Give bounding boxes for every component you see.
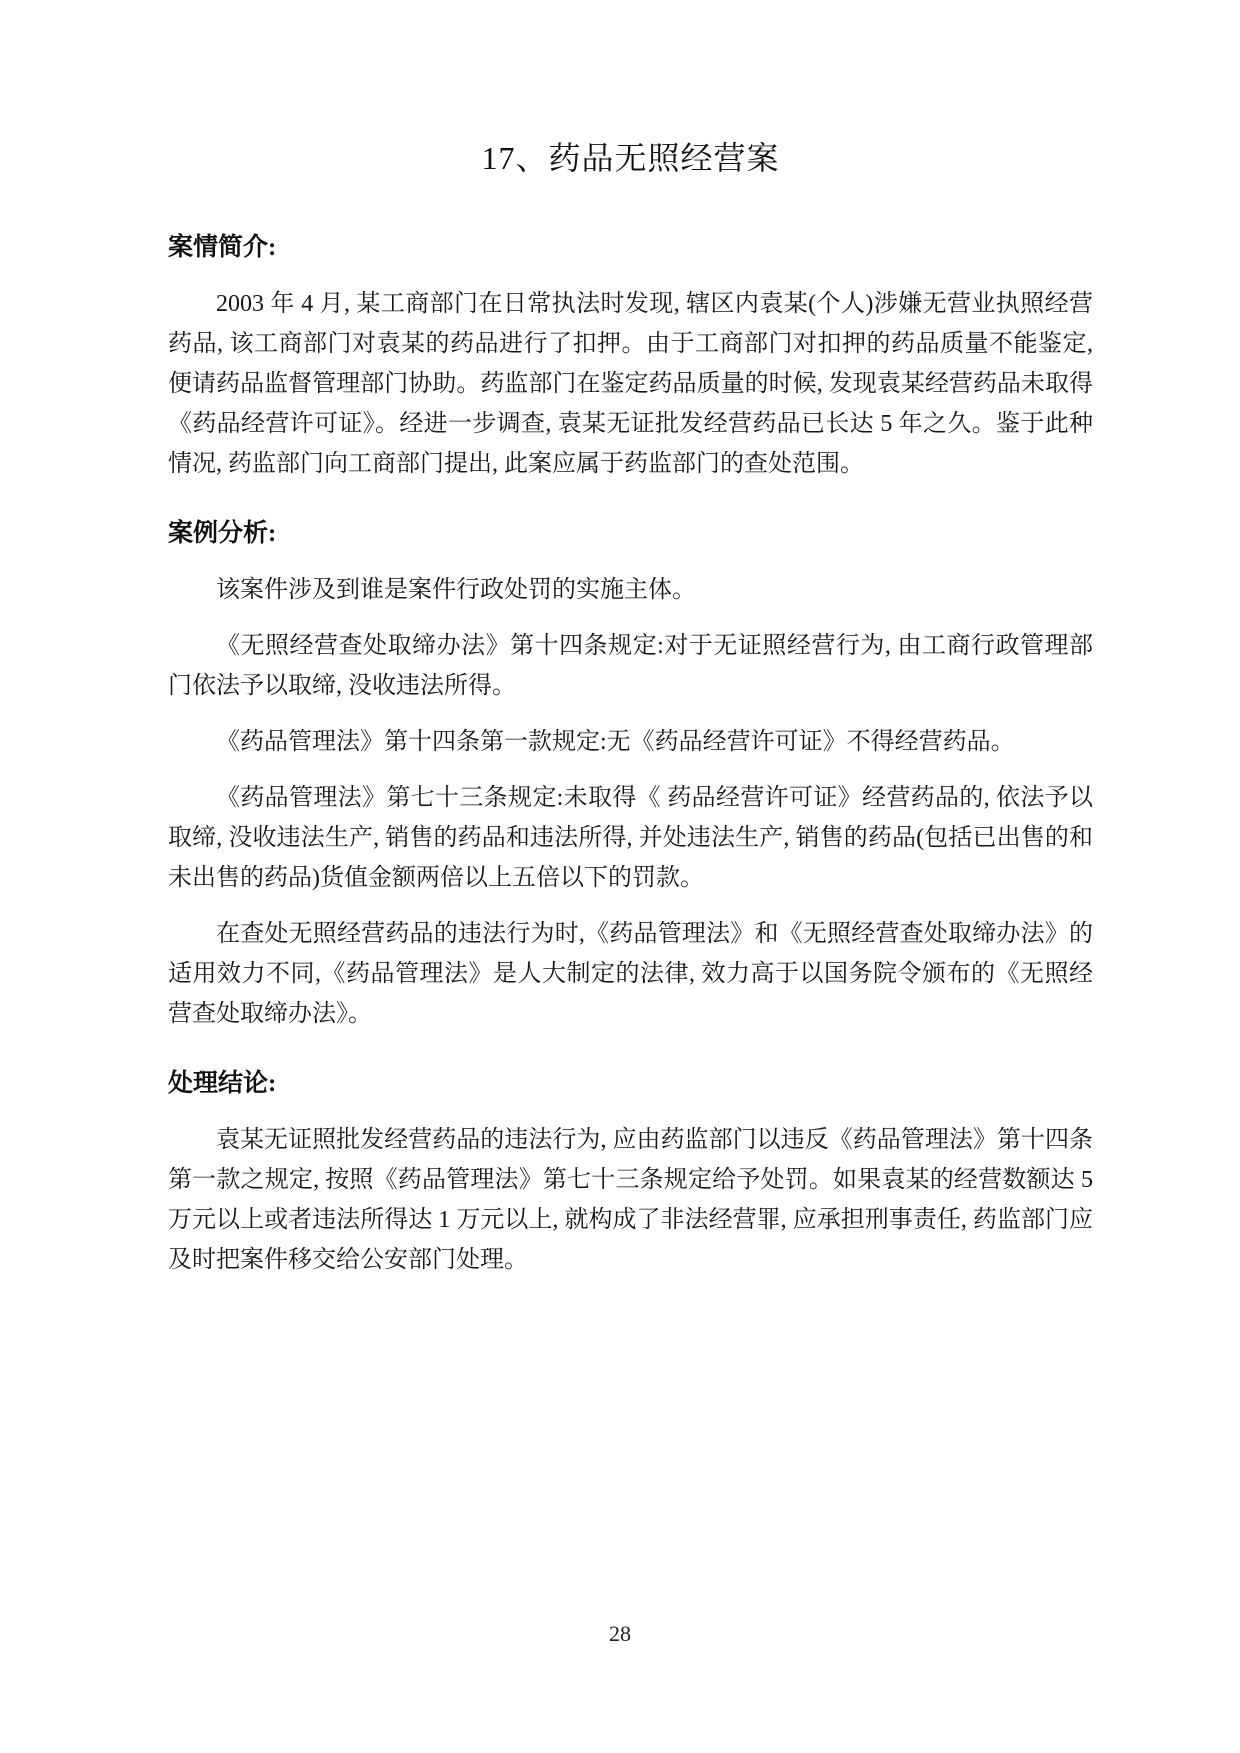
case-summary-paragraph: 2003 年 4 月, 某工商部门在日常执法时发现, 辖区内袁某(个人)涉嫌无营业执照经营药品, 该工商部门对袁某的药品进行了扣押。由于工商部门对扣押的药品质量不能鉴定, 便请药品监督管理部门协助。药监部门在鉴定药品质量的时候, 发现袁某经营药品未取得《药品经营许可证》。经进一步调查, 袁某无证批发经营药品已长达 5 年之久。鉴于此种情况, 药监部门向工商部门提出, 此案应属于药监部门的查处范围。 [168,291,1093,477]
case-analysis-paragraph-3: 《药品管理法》第十四条第一款规定:无《药品经营许可证》不得经营药品。 [216,729,1015,755]
conclusion-paragraph: 袁某无证照批发经营药品的违法行为, 应由药监部门以违反《药品管理法》第十四条第一款之规定, 按照《药品管理法》第七十三条规定给予处罚。如果袁某的经营数额达 5 万元以上或者违法所得达 1 万元以上, 就构成了非法经营罪, 应承担刑事责任, 药监部门应及时把案件移交给公安部门处理。 [168,1127,1093,1273]
page-number: 28 [609,1621,631,1646]
case-analysis-paragraph-5: 在查处无照经营药品的违法行为时,《药品管理法》和《无照经营查处取缔办法》的适用效力不同,《药品管理法》是人大制定的法律, 效力高于以国务院令颁布的《无照经营查处取缔办法》。 [168,921,1093,1027]
document-content [168,0,1093,1296]
case-analysis-paragraph-2: 《无照经营查处取缔办法》第十四条规定:对于无证照经营行为, 由工商行政管理部门依法予以取缔, 没收违法所得。 [168,633,1093,699]
section-heading-case-summary: 案情简介: [168,234,277,261]
case-analysis-paragraph-1: 该案件涉及到谁是案件行政处罚的实施主体。 [216,577,696,603]
page-title: 17、药品无照经营案 [481,140,780,176]
case-analysis-paragraph-4: 《药品管理法》第七十三条规定:未取得《 药品经营许可证》经营药品的, 依法予以取缔, 没收违法生产, 销售的药品和违法所得, 并处违法生产, 销售的药品(包括已出售的和未出售的药品)货值金额两倍以上五倍以下的罚款。 [168,785,1093,891]
section-heading-case-analysis: 案例分析: [168,520,277,547]
section-heading-conclusion: 处理结论: [168,1070,277,1097]
